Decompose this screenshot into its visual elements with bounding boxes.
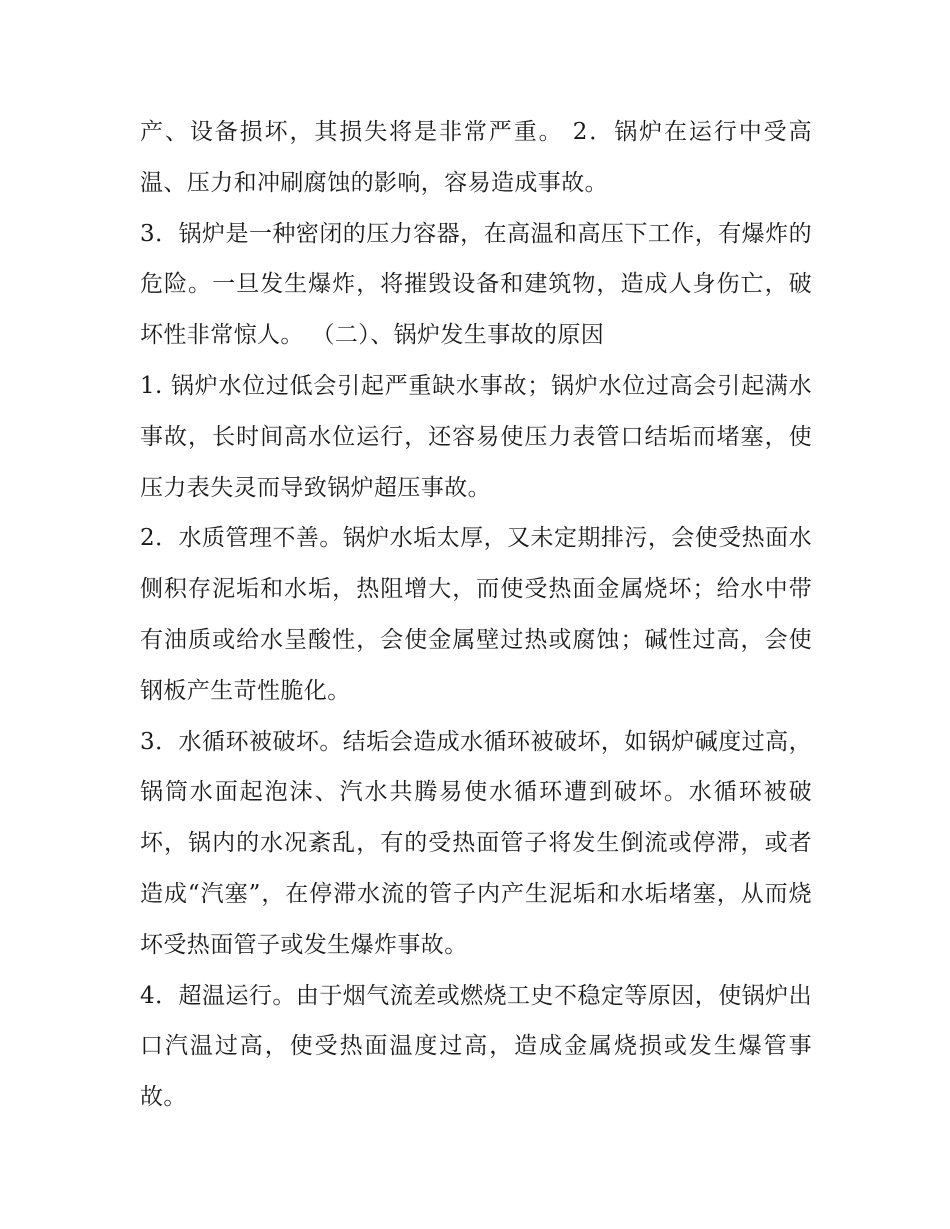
- paragraph-boiler-damage: 产、设备损坏，其损失将是非常严重。 2．锅炉在运行中受高温、压力和冲刷腐蚀的影响，容易造成事故。: [140, 119, 812, 196]
- paragraph-explosion-risk: 3．锅炉是一种密闭的压力容器，在高温和高压下工作，有爆炸的危险。一旦发生爆炸，将摧毁设备和建筑物，造成人身伤亡，破坏性非常惊人。 （二）、锅炉发生事故的原因: [140, 220, 812, 349]
- paragraph-water-circulation: 3．水循环被破坏。结垢会造成水循环被破坏，如锅炉碱度过高，锅筒水面起泡沫、汽水共腾易使水循环遭到破坏。水循环被破坏，锅内的水况紊乱，有的受热面管子将发生倒流或停滞，或者造成“汽塞”，在停滞水流的管子内产生泥垢和水垢堵塞，从而烧坏受热面管子或发生爆炸事故。: [140, 728, 812, 958]
- paragraph-overheating: 4．超温运行。由于烟气流差或燃烧工史不稳定等原因，使锅炉出口汽温过高，使受热面温度过高，造成金属烧损或发生爆管事故。: [140, 982, 812, 1111]
- paragraph-water-level: 1. 锅炉水位过低会引起严重缺水事故；锅炉水位过高会引起满水事故，长时间高水位运行，还容易使压力表管口结垢而堵塞，使压力表失灵而导致锅炉超压事故。: [140, 372, 812, 501]
- body-text: [140, 107, 812, 1123]
- paragraph-water-quality: 2．水质管理不善。锅炉水垢太厚，又未定期排污，会使受热面水侧积存泥垢和水垢，热阻增大，而使受热面金属烧坏；给水中带有油质或给水呈酸性，会使金属壁过热或腐蚀；碱性过高，会使钢板产生苛性脆化。: [140, 525, 812, 704]
